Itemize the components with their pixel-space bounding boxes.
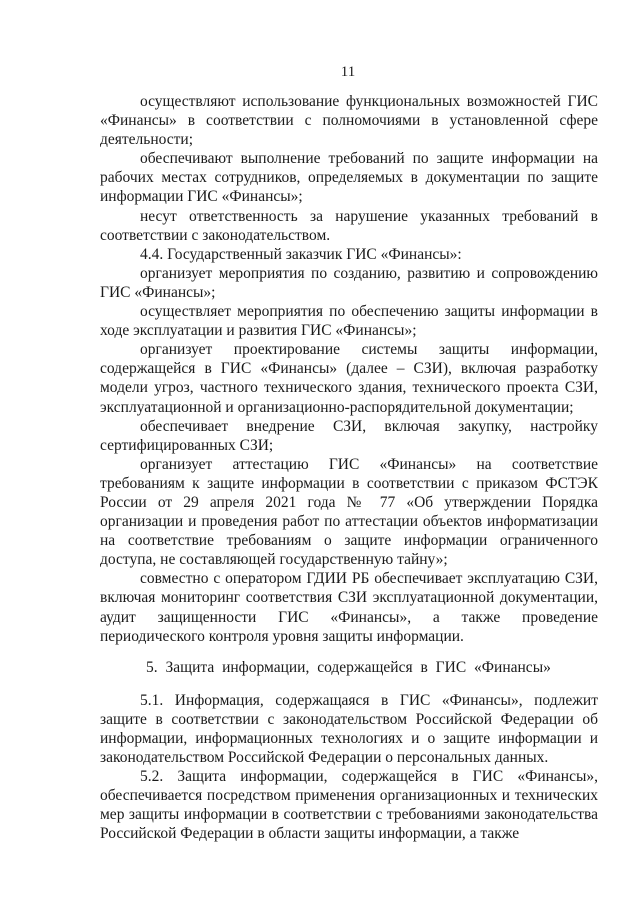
- page-number: 11: [340, 64, 356, 80]
- paragraph: осуществляют использование функциональных возможностей ГИС «Финансы» в соответствии с полномочиями в установленной сфере деятельности;: [100, 93, 598, 149]
- paragraph: 5.1. Информация, содержащаяся в ГИС «Финансы», подлежит защите в соответствии с законодательством Российской Федерации об информации, информационных технологиях и о защите информации и законодательством Российской Федерации о персональных данных.: [100, 691, 598, 767]
- paragraph: организует аттестацию ГИС «Финансы» на соответствие требованиям к защите информации в соответствии с приказом ФСТЭК России от 29 апреля 2021 года № 77 «Об утверждении Порядка организации и проведения работ по аттестации объектов информатизации на соответствие требованиям о защите информации ограниченного доступа, не составляющей государственную тайну»;: [100, 455, 598, 569]
- document-body: [100, 92, 598, 844]
- section-heading: 5. Защита информации, содержащейся в ГИС «Финансы»: [146, 658, 551, 676]
- paragraph: обеспечивает внедрение СЗИ, включая закупку, настройку сертифицированных СЗИ;: [100, 417, 598, 454]
- paragraph: осуществляет мероприятия по обеспечению защиты информации в ходе эксплуатации и развития ГИС «Финансы»;: [100, 303, 598, 340]
- paragraph: обеспечивают выполнение требований по защите информации на рабочих местах сотрудников, определяемых в документации по защите информации ГИС «Финансы»;: [100, 150, 598, 206]
- paragraph: организует мероприятия по созданию, развитию и сопровождению ГИС «Финансы»;: [100, 264, 598, 301]
- paragraph: несут ответственность за нарушение указанных требований в соответствии с законодательством.: [100, 207, 598, 244]
- clause-heading-4-4: 4.4. Государственный заказчик ГИС «Финансы»:: [140, 245, 462, 263]
- paragraph: организует проектирование системы защиты информации, содержащейся в ГИС «Финансы» (далее – СЗИ), включая разработку модели угроз, частного технического здания, технического проекта СЗИ, эксплуатационной и организационно-распорядительной документации;: [100, 341, 598, 416]
- paragraph: 5.2. Защита информации, содержащейся в ГИС «Финансы», обеспечивается посредством применения организационных и технических мер защиты информации в соответствии с требованиями законодательства Российской Федерации в области защиты информации, а также: [100, 768, 598, 843]
- paragraph: совместно с оператором ГДИИ РБ обеспечивает эксплуатацию СЗИ, включая мониторинг соответствия СЗИ эксплуатационной документации, аудит защищенности ГИС «Финансы», а также проведение периодического контроля уровня защиты информации.: [100, 570, 598, 645]
